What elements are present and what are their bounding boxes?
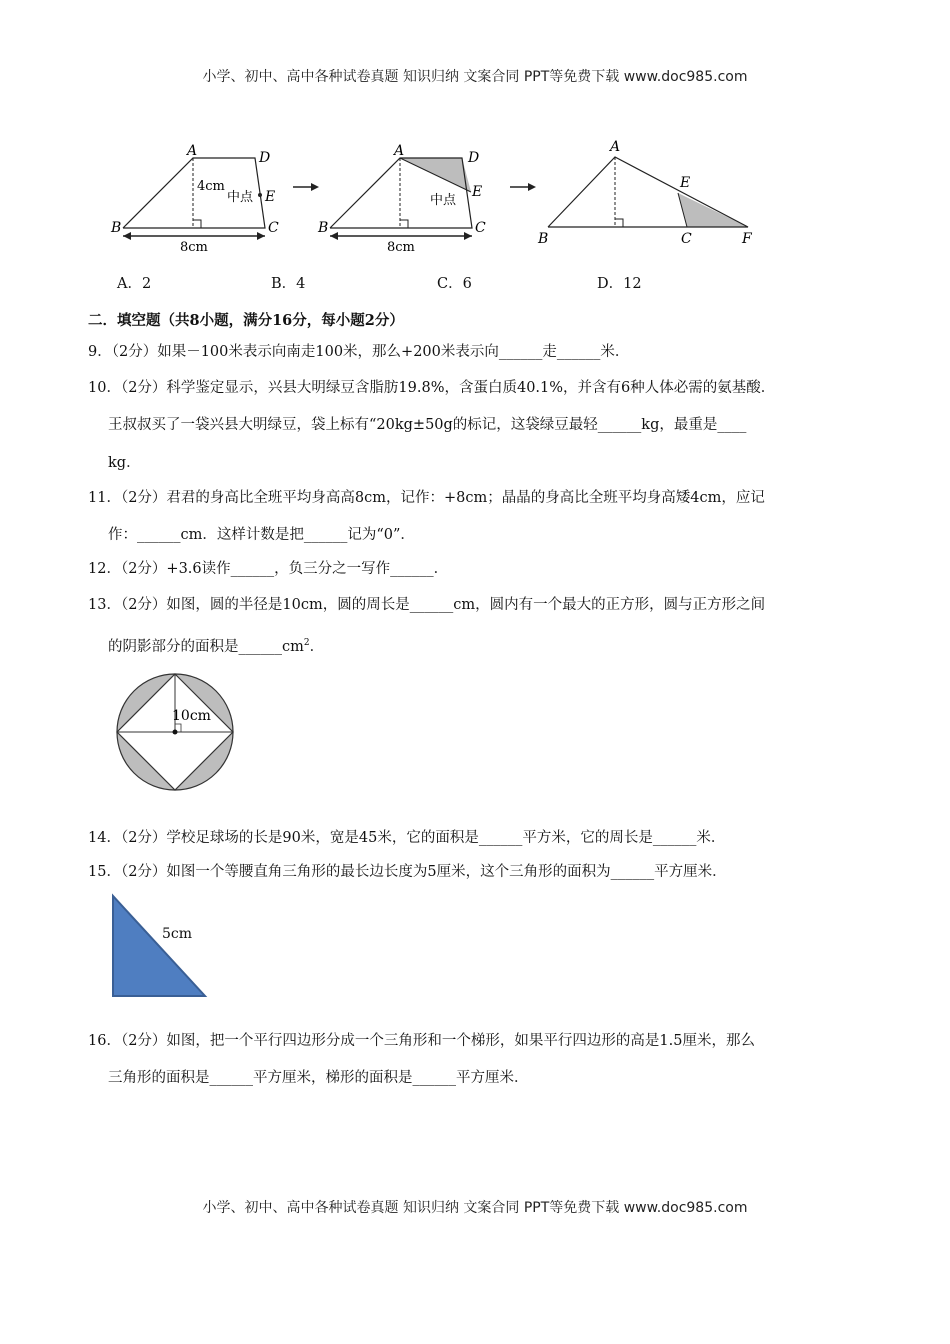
question-16-line1: 16．（2分）如图，把一个平行四边形分成一个三角形和一个梯形，如果平行四边形的高是1.5厘米，那么: [88, 1033, 755, 1049]
q8-base-label: 8cm: [180, 240, 208, 255]
question-15: 15．（2分）如图一个等腰直角三角形的最长边长度为5厘米，这个三角形的面积为______平方厘米．: [88, 864, 727, 880]
q8b-label-D: D: [468, 150, 480, 166]
q8-option-d: D．12: [597, 276, 642, 292]
question-11-line1: 11．（2分）君君的身高比全班平均身高高8cm，记作：+8cm；晶晶的身高比全班平均身高矮4cm，应记: [88, 490, 765, 506]
q8-label-A: A: [187, 143, 198, 159]
question-11-line2: 作：______cm．这样计数是把______记为“0”．: [108, 527, 415, 543]
question-10-line3: kg．: [108, 455, 141, 471]
q8-option-a: A．2: [117, 276, 152, 292]
question-13-line1: 13．（2分）如图，圆的半径是10cm，圆的周长是______cm，圆内有一个最大的正方形，圆与正方形之间: [88, 597, 766, 613]
q8-label-D: D: [259, 150, 271, 166]
q8-triangle-figure: [537, 139, 753, 247]
q8b-base-label: 8cm: [387, 240, 415, 255]
q8c-label-F: F: [742, 231, 752, 247]
page-footer: 小学、初中、高中各种试卷真题 知识归纳 文案合同 PPT等免费下载 www.doc985.com: [202, 1200, 748, 1216]
q8-figures: [105, 135, 785, 255]
question-10-line1: 10．（2分）科学鉴定显示，兴县大明绿豆含脂肪19.8%，含蛋白质40.1%，并含有6种人体必需的氨基酸．: [88, 380, 776, 396]
q8c-label-B: B: [538, 231, 549, 247]
q8-height-label: 4cm: [197, 179, 225, 194]
q15-hyp-label: 5cm: [162, 926, 193, 942]
q8c-label-E: E: [680, 175, 691, 191]
arrow-icon: [293, 183, 319, 191]
question-10-line2: 王叔叔买了一袋兴县大明绿豆，袋上标有“20kg±50g的标记，这袋绿豆最轻______kg，最重是____: [108, 417, 747, 433]
q8-option-c: C．6: [437, 276, 472, 292]
question-9: 9．（2分）如果－100米表示向南走100米，那么+200米表示向______走______米．: [88, 344, 630, 360]
q15-triangle-figure: [110, 893, 210, 1001]
page-header: 小学、初中、高中各种试卷真题 知识归纳 文案合同 PPT等免费下载 www.doc985.com: [202, 69, 748, 85]
q13-radius-label: 10cm: [172, 708, 211, 724]
q8b-midpoint-label: 中点: [430, 193, 457, 208]
question-16-line2: 三角形的面积是______平方厘米，梯形的面积是______平方厘米．: [108, 1070, 529, 1086]
q8-option-b: B．4: [271, 276, 306, 292]
q8-midpoint-label: 中点: [227, 190, 254, 205]
section-title: 二．填空题（共8小题，满分16分，每小题2分）: [88, 312, 404, 329]
q8-label-E: E: [265, 189, 276, 205]
q8c-label-C: C: [681, 231, 692, 247]
q8b-label-B: B: [318, 220, 329, 236]
q13-circle-figure: [112, 672, 238, 796]
q8-shaded-trapezoid-figure: [317, 143, 486, 255]
q8b-label-C: C: [475, 220, 486, 236]
q8c-label-A: A: [610, 139, 621, 155]
question-14: 14．（2分）学校足球场的长是90米，宽是45米，它的面积是______平方米，它的周长是______米．: [88, 830, 726, 846]
q8-label-B: B: [111, 220, 122, 236]
q8b-label-E: E: [472, 184, 483, 200]
q8-label-C: C: [268, 220, 279, 236]
question-13-line2: 的阴影部分的面积是$\_\_\_\_\_\_cm^2$．: [108, 638, 325, 655]
q8b-label-A: A: [394, 143, 405, 159]
q8-trapezoid-figure: [110, 143, 279, 255]
arrow-icon: [510, 183, 536, 191]
question-12: 12．（2分）+3.6读作______，负三分之一写作______．: [88, 561, 449, 577]
